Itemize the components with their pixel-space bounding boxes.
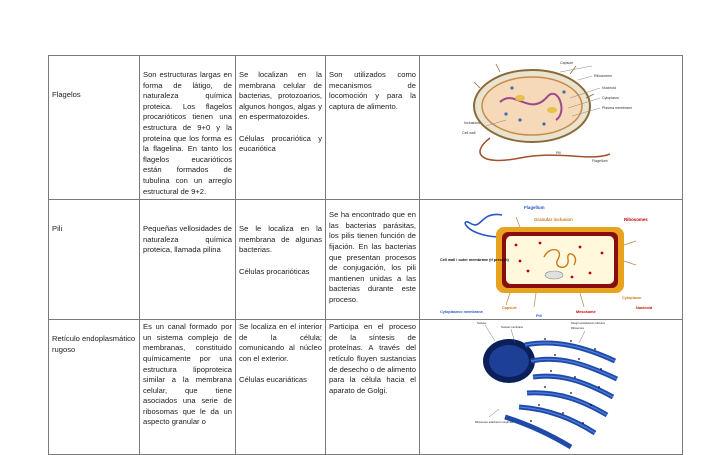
function-text: Son utilizados como mecanismos de locomoción y para la captura de alimento. [329, 70, 416, 111]
function-text: Se ha encontrado que en las bacterias parásitas, los pilis tienen función de fijación. En las bacterias que presentan procesos de conjugación, los pili mantienen unidas a las bacterias durante este proceso. [329, 210, 416, 304]
diagram-label: Nuclear membrane [501, 326, 524, 330]
diagram-label: Ribosomes attached to rough ER [475, 421, 514, 425]
image-cell [420, 320, 683, 455]
diagram-label: Cell wall [462, 131, 476, 135]
structure-cell [140, 200, 236, 320]
diagram-label: Ribosomes [571, 327, 584, 331]
diagram-label: Cytoplasm [602, 96, 619, 100]
diagram-label: Nucleus [477, 322, 487, 326]
cell-type-text: Células procarióticas [239, 266, 310, 276]
location-text: Se le localiza en la membrana de algunas bacterias. [239, 224, 322, 255]
cell-type-text: Células procariótica y eucariótica [239, 133, 322, 154]
structure-text: Es un canal formado por un sistema complejo de membranas, constituido químicamente por una estructura lipoproteica similar a la membrana celular, que tiene asociados una serie de ribosomas que le da un aspecto granular o [143, 322, 232, 427]
location-text: Se localizan en la membrana celular de bacterias, protozoarios, algunos hongos, algas y en espermatozoides. [239, 70, 322, 122]
cell-type-text: Células eucariáticas [239, 375, 307, 385]
diagram-label: Granular inclusion [534, 217, 573, 223]
bacterial-cell-pili-diagram [440, 201, 672, 319]
structure-cell [140, 56, 236, 200]
name-cell [49, 320, 140, 455]
diagram-label: Inclusions [464, 121, 480, 125]
bacterium-flagellum-diagram [460, 58, 640, 166]
diagram-label: Capsule [560, 61, 574, 65]
diagram-label: Ribosomes [624, 217, 648, 223]
diagram-label: Pili [536, 314, 542, 319]
location-cell [236, 320, 326, 455]
diagram-label: Mesosome [576, 310, 596, 315]
diagram-label: Plasma membrane [602, 106, 633, 110]
row-name: Pili [52, 224, 63, 234]
function-text: Participa en el proceso de la síntesis de proteínas. A través del retículo fluyen sustancias de desecho o de alimento para la célula hacia el aparato de Golgi. [329, 322, 416, 395]
diagram-label: Cell wall / outer membrane (if present) [440, 258, 509, 263]
location-cell [236, 200, 326, 320]
function-cell [326, 320, 420, 455]
structure-cell [140, 320, 236, 455]
function-cell [326, 200, 420, 320]
diagram-label: Capsule [502, 306, 517, 311]
name-cell [49, 200, 140, 320]
diagram-label: Ribosomes [594, 74, 612, 78]
structure-text: Pequeñas vellosidades de naturaleza química proteica, llamada pilina [143, 224, 232, 255]
diagram-label: Flagellum [524, 205, 545, 211]
row-name: Retículo endoplasmático rugoso [52, 334, 136, 354]
table-row [49, 56, 683, 200]
table-row [49, 320, 683, 455]
structures-table [48, 55, 683, 455]
row-name: Flagelos [52, 90, 81, 99]
location-cell [236, 56, 326, 200]
diagram-label: Nucleoid [602, 86, 616, 90]
diagram-label: Pili [556, 151, 561, 155]
rough-er-diagram [475, 321, 625, 453]
image-cell [420, 56, 683, 200]
diagram-label: Cytoplasm [622, 296, 642, 301]
image-cell [420, 200, 683, 320]
diagram-label: Cytoplasmic membrane [440, 310, 483, 315]
diagram-label: Flagellum [592, 159, 608, 163]
name-cell [49, 56, 140, 200]
table-row [49, 200, 683, 320]
diagram-label: Rough endoplasmic reticulum [571, 322, 606, 326]
diagram-label: Nucleoid [636, 306, 653, 311]
function-cell [326, 56, 420, 200]
structure-text: Son estructuras largas en forma de látigo, de naturaleza química proteica. Los flagelos procarióticos tienen una estructura de 9+0 y la proteína que los forma es la flagelina. En tanto los flagelos eucarióticos están formados de tubulina con un arreglo estructural de 9+2. [143, 70, 232, 196]
location-text: Se localiza en el interior de la célula; comunicando al núcleo con el exterior. [239, 322, 322, 363]
